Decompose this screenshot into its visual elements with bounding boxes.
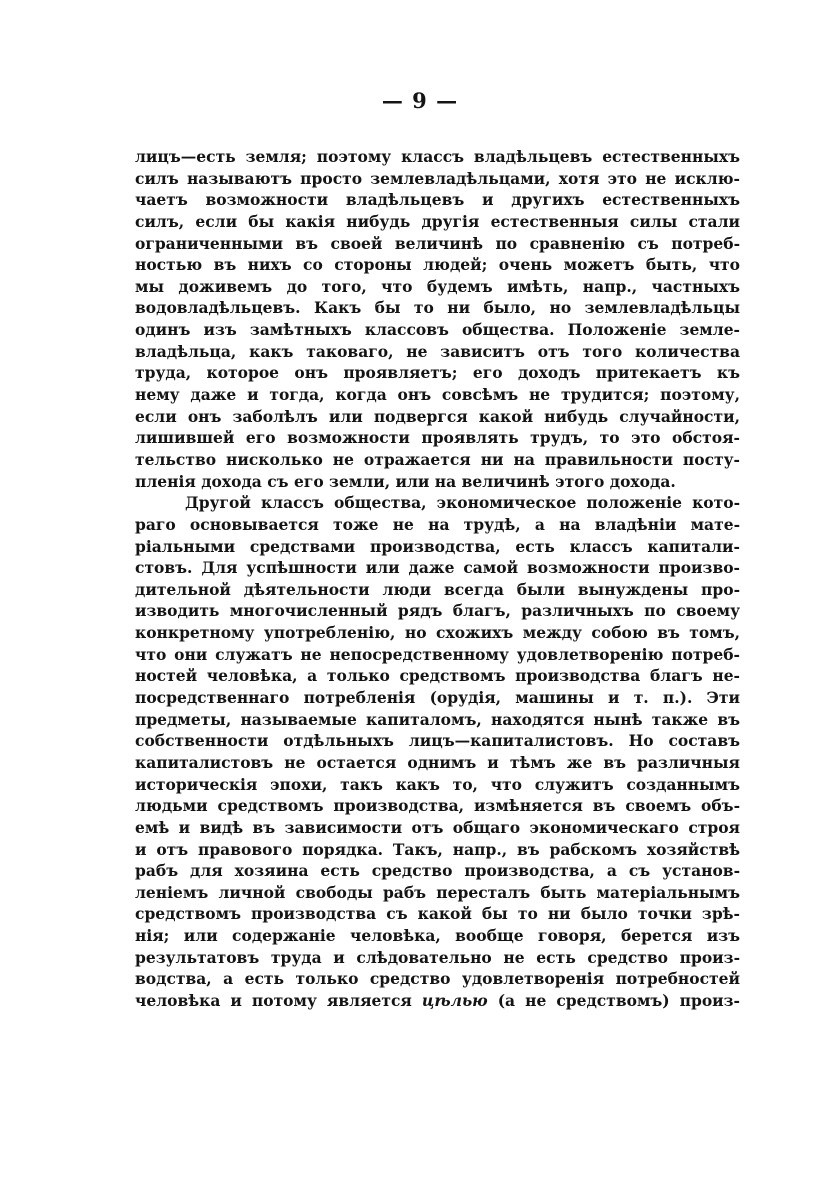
text-line: средствомъ производства съ какой бы то ни было точки зрѣ- [135,904,740,924]
text-line: ностью въ нихъ со стороны людей; очень можетъ быть, что [135,255,740,275]
text-line: капиталистовъ не остается однимъ и тѣмъ же въ различныя [135,752,740,772]
text-line: труда, которое онъ проявляетъ; его доходъ притекаетъ къ [135,363,740,383]
text-line: ріальными средствами производства, есть классъ капитали- [135,536,740,556]
text-line: что они служатъ не непосредственному удовлетворенію потреб- [135,644,740,664]
text-line: посредственнаго потребленія (орудія, машины и т. п.). Эти [135,688,740,708]
text-line: результатовъ труда и слѣдовательно не есть средство произ- [135,947,740,967]
text-line: силъ называютъ просто землевладѣльцами, хотя это не исклю- [135,168,740,188]
text-line: дительной дѣятельности люди всегда были вынуждены про- [135,579,740,599]
text-line: владѣльца, какъ таковаго, не зависитъ отъ того количества [135,341,740,361]
text-line: пленія дохода съ его земли, или на величинѣ этого дохода. [135,471,676,491]
text-line: ограниченными въ своей величинѣ по сравненію съ потреб- [135,233,740,253]
text-line: водства, а есть только средство удовлетворенія потребностей [135,969,740,989]
text-line: историческія эпохи, такъ какъ то, что служитъ созданнымъ [135,774,740,794]
text-line: Другой классъ общества, экономическое положеніе кото- [185,493,740,513]
text-line: конкретному употребленію, но схожихъ между собою въ томъ, [135,623,740,643]
text-line: стовъ. Для успѣшности или даже самой возможности произво- [135,558,740,578]
text-line: нему даже и тогда, когда онъ совсѣмъ не трудится; поэтому, [135,385,740,405]
text-line: тельство нисколько не отражается ни на правильности посту- [135,449,740,469]
text-line: силъ, если бы какія нибудь другія естественныя силы стали [135,211,740,231]
text-line: и отъ правового порядка. Такъ, напр., въ рабскомъ хозяйствѣ [135,839,740,859]
text-line: мы доживемъ до того, что будемъ имѣть, напр., частныхъ [135,276,740,296]
paragraph-2 [135,492,740,1011]
paragraph-1 [135,146,740,492]
text-line: лицъ—есть земля; поэтому классъ владѣльцевъ естественныхъ [135,147,740,166]
text-line: нія; или содержаніе человѣка, вообще говоря, берется изъ [135,926,740,946]
text-line: ностей человѣка, а только средствомъ производства благъ не- [135,666,740,686]
body-text [135,146,740,1012]
text-line: если онъ заболѣлъ или подвергся какой нибудь случайности, [135,406,740,426]
text-line: одинъ изъ замѣтныхъ классовъ общества. Положеніе земле- [135,320,740,340]
text-segment: (а не средствомъ) произ- [487,990,740,1010]
text-line: изводить многочисленный рядъ благъ, различныхъ по своему [135,601,740,621]
text-line: лишившей его возможности проявлять трудъ, то это обстоя- [135,428,740,448]
text-segment: человѣка и потому является [135,990,422,1010]
text-line: водовладѣльцевъ. Какъ бы то ни было, но землевладѣльцы [135,298,740,318]
text-line: емѣ и видѣ въ зависимости отъ общаго экономическаго строя [135,817,740,837]
text-line: рабъ для хозяина есть средство производства, а съ установ- [135,861,740,881]
text-line: собственности отдѣльныхъ лицъ—капиталистовъ. Но составъ [135,731,740,751]
text-line: чаетъ возможности владѣльцевъ и другихъ естественныхъ [135,190,740,210]
page-number: — 9 — [381,88,459,113]
text-line: леніемъ личной свободы рабъ пересталъ быть матеріальнымъ [135,882,740,902]
text-line: раго основывается тоже не на трудѣ, а на владѣніи мате- [135,514,740,534]
text-line: предметы, называемые капиталомъ, находятся нынѣ также въ [135,709,740,729]
emphasized-word: цѣлью [421,990,488,1010]
text-line: людьми средствомъ производства, измѣняется въ своемъ объ- [135,796,740,816]
text-line [135,990,740,1012]
